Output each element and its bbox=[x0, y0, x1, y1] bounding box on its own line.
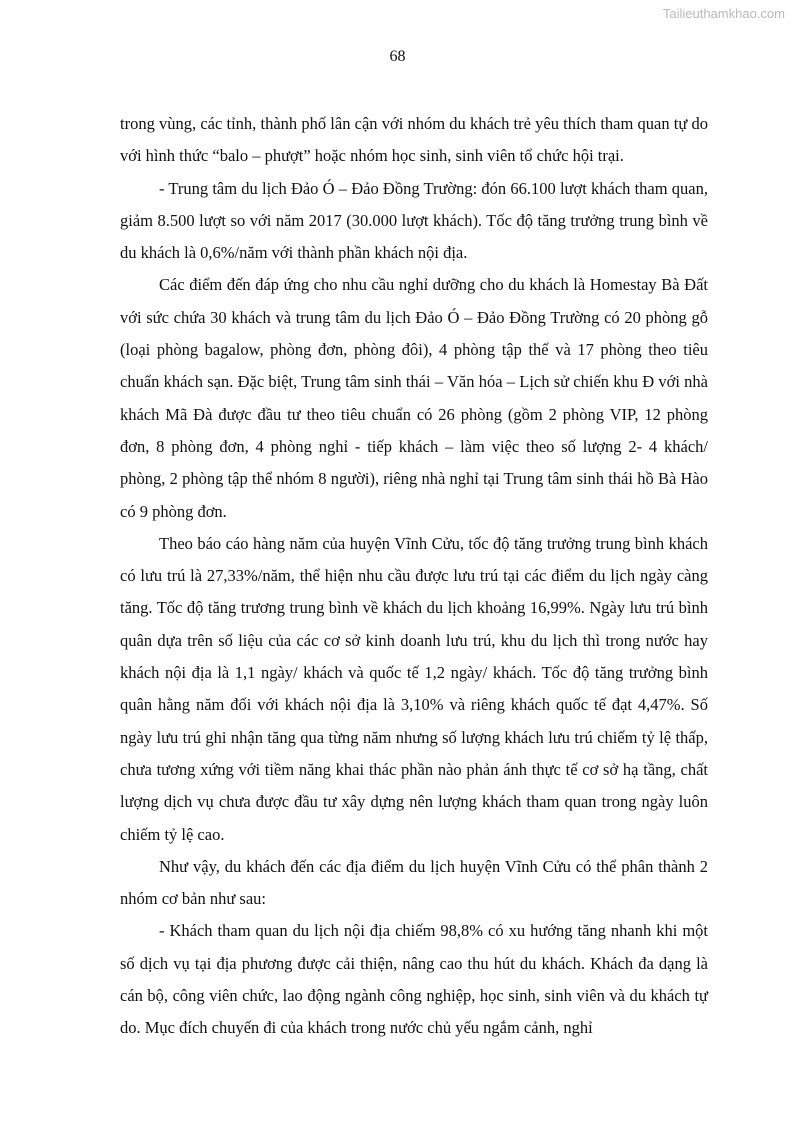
paragraph-visitor-groups: Như vậy, du khách đến các địa điểm du lịch huyện Vĩnh Cửu có thể phân thành 2 nhóm cơ bản như sau: bbox=[120, 856, 708, 909]
watermark-text: Tailieuthamkhao.com bbox=[662, 6, 785, 21]
document-body bbox=[120, 108, 708, 1045]
paragraph-continuation: trong vùng, các tỉnh, thành phố lân cận với nhóm du khách trẻ yêu thích tham quan tự do với hình thức “balo – phượt” hoặc nhóm học sinh, sinh viên tổ chức hội trại. bbox=[120, 114, 708, 166]
paragraph-accommodation: Các điểm đến đáp ứng cho nhu cầu nghỉ dưỡng cho du khách là Homestay Bà Đất với sức chứa 30 khách và trung tâm du lịch Đảo Ó – Đảo Đồng Trường có 20 phòng gỗ (loại phòng bagalow, phòng đơn, phòng đôi), 4 phòng tập thể và 17 phòng theo tiêu chuẩn khách sạn. Đặc biệt, Trung tâm sinh thái – Văn hóa – Lịch sử chiến khu Đ với nhà khách Mã Đà được đầu tư theo tiêu chuẩn có 26 phòng (gồm 2 phòng VIP, 12 phòng đơn, 8 phòng đơn, 4 phòng nghỉ - tiếp khách – làm việc theo số lượng 2- 4 khách/ phòng, 2 phòng tập thể nhóm 8 người), riêng nhà nghỉ tại Trung tâm sinh thái hồ Bà Hào có 9 phòng đơn. bbox=[120, 275, 708, 521]
page-number: 68 bbox=[389, 48, 406, 65]
paragraph-growth-report: Theo báo cáo hàng năm của huyện Vĩnh Cửu, tốc độ tăng trưởng trung bình khách có lưu trú là 27,33%/năm, thể hiện nhu cầu được lưu trú tại các điểm du lịch ngày càng tăng. Tốc độ tăng trương trung bình về khách du lịch khoảng 16,99%. Ngày lưu trú bình quân dựa trên số liệu của các cơ sở kinh doanh lưu trú, khu du lịch thì trong nước hay khách nội địa là 1,1 ngày/ khách và quốc tế 1,2 ngày/ khách. Tốc độ tăng trưởng bình quân hằng năm đối với khách nội địa là 3,10% và riêng khách quốc tế đạt 4,47%. Số ngày lưu trú ghi nhận tăng qua từng năm nhưng số lượng khách lưu trú chiếm tỷ lệ thấp, chưa tương xứng với tiềm năng khai thác phần nào phản ánh thực tế cơ sở hạ tầng, chất lượng dịch vụ chưa được đầu tư xây dựng nên lượng khách tham quan trong ngày luôn chiếm tỷ lệ cao. bbox=[120, 533, 708, 844]
paragraph-domestic-visitors: - Khách tham quan du lịch nội địa chiếm 98,8% có xu hướng tăng nhanh khi một số dịch vụ tại địa phương được cải thiện, nâng cao thu hút du khách. Khách đa dạng là cán bộ, công viên chức, lao động ngành công nghiệp, học sinh, sinh viên và du khách tự do. Mục đích chuyến đi của khách trong nước chủ yếu ngắm cảnh, nghỉ bbox=[120, 921, 708, 1038]
paragraph-dao-o-visitors: - Trung tâm du lịch Đảo Ó – Đảo Đồng Trường: đón 66.100 lượt khách tham quan, giảm 8.500 lượt so với năm 2017 (30.000 lượt khách). Tốc độ tăng trưởng trung bình về du khách là 0,6%/năm với thành phần khách nội địa. bbox=[120, 178, 708, 263]
